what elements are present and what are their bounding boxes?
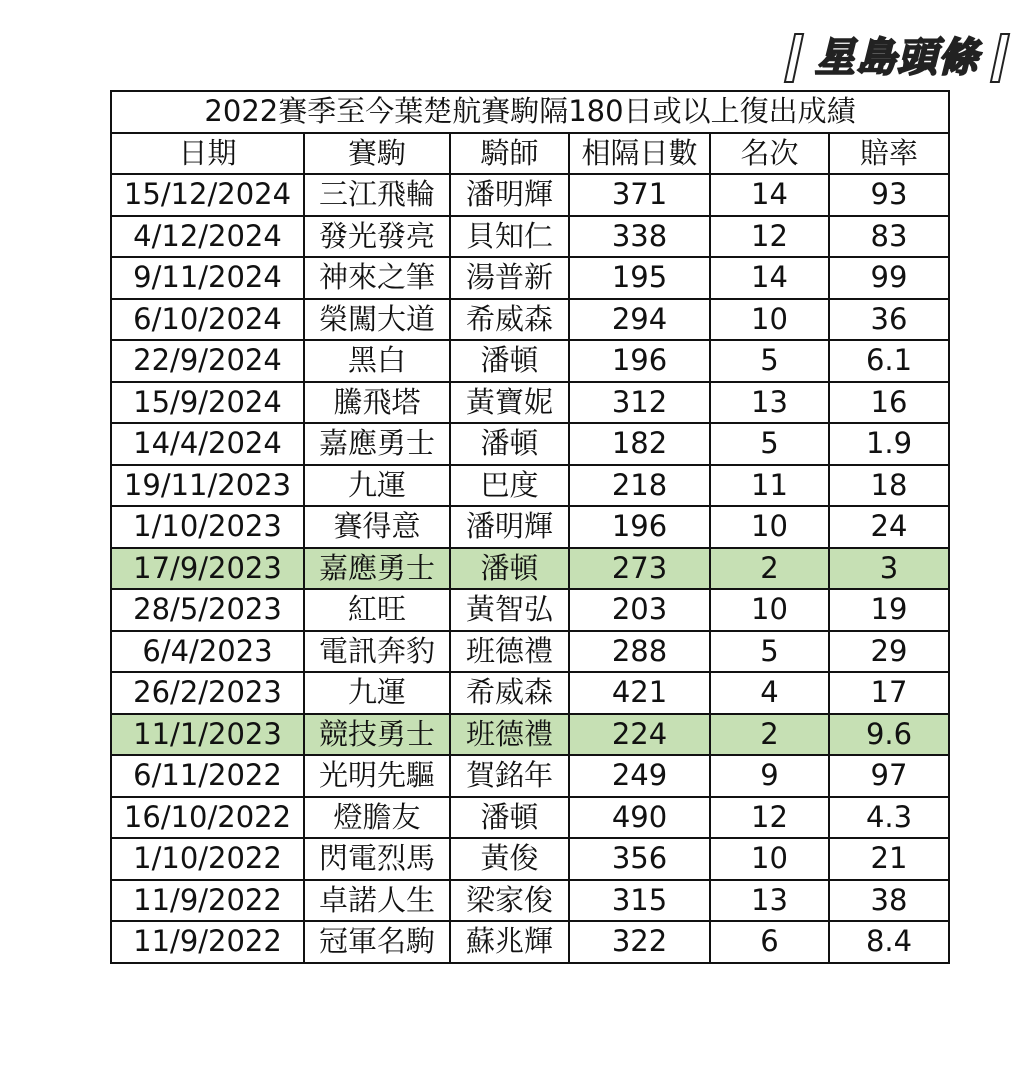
table-row bbox=[111, 589, 949, 631]
cell-date: 11/1/2023 bbox=[111, 714, 304, 756]
cell-days-gap: 421 bbox=[569, 672, 710, 714]
table-row bbox=[111, 838, 949, 880]
table-row bbox=[111, 755, 949, 797]
cell-jockey: 班德禮 bbox=[450, 714, 569, 756]
cell-jockey: 湯普新 bbox=[450, 257, 569, 299]
cell-date: 28/5/2023 bbox=[111, 589, 304, 631]
cell-date: 6/4/2023 bbox=[111, 631, 304, 673]
cell-jockey: 潘頓 bbox=[450, 797, 569, 839]
logo-bar-left bbox=[784, 33, 805, 83]
cell-horse: 九運 bbox=[304, 672, 450, 714]
cell-placing: 10 bbox=[710, 299, 829, 341]
cell-placing: 12 bbox=[710, 797, 829, 839]
cell-days-gap: 294 bbox=[569, 299, 710, 341]
cell-horse: 九運 bbox=[304, 465, 450, 507]
cell-date: 16/10/2022 bbox=[111, 797, 304, 839]
cell-date: 4/12/2024 bbox=[111, 216, 304, 258]
cell-horse: 冠軍名駒 bbox=[304, 921, 450, 963]
cell-odds: 24 bbox=[829, 506, 949, 548]
cell-days-gap: 224 bbox=[569, 714, 710, 756]
cell-days-gap: 371 bbox=[569, 174, 710, 216]
cell-placing: 5 bbox=[710, 631, 829, 673]
cell-date: 11/9/2022 bbox=[111, 921, 304, 963]
cell-horse: 神來之筆 bbox=[304, 257, 450, 299]
table-body bbox=[111, 174, 949, 963]
cell-placing: 12 bbox=[710, 216, 829, 258]
cell-days-gap: 273 bbox=[569, 548, 710, 590]
table-row bbox=[111, 797, 949, 839]
table-header-row bbox=[111, 133, 949, 175]
cell-horse: 紅旺 bbox=[304, 589, 450, 631]
brand-logo bbox=[786, 30, 1008, 86]
cell-jockey: 希威森 bbox=[450, 672, 569, 714]
cell-placing: 5 bbox=[710, 340, 829, 382]
table-row bbox=[111, 216, 949, 258]
cell-placing: 4 bbox=[710, 672, 829, 714]
cell-jockey: 黃智弘 bbox=[450, 589, 569, 631]
cell-odds: 99 bbox=[829, 257, 949, 299]
cell-date: 15/9/2024 bbox=[111, 382, 304, 424]
logo-box bbox=[805, 35, 989, 81]
cell-placing: 13 bbox=[710, 382, 829, 424]
table-row bbox=[111, 423, 949, 465]
cell-odds: 38 bbox=[829, 880, 949, 922]
table-row bbox=[111, 257, 949, 299]
cell-odds: 4.3 bbox=[829, 797, 949, 839]
table-title: 2022賽季至今葉楚航賽駒隔180日或以上復出成績 bbox=[111, 91, 949, 133]
cell-jockey: 潘明輝 bbox=[450, 174, 569, 216]
cell-jockey: 潘頓 bbox=[450, 423, 569, 465]
table-row bbox=[111, 340, 949, 382]
cell-jockey: 梁家俊 bbox=[450, 880, 569, 922]
cell-days-gap: 490 bbox=[569, 797, 710, 839]
cell-jockey: 黃俊 bbox=[450, 838, 569, 880]
cell-date: 1/10/2023 bbox=[111, 506, 304, 548]
cell-odds: 16 bbox=[829, 382, 949, 424]
cell-days-gap: 315 bbox=[569, 880, 710, 922]
table-row bbox=[111, 299, 949, 341]
cell-date: 9/11/2024 bbox=[111, 257, 304, 299]
cell-odds: 6.1 bbox=[829, 340, 949, 382]
table-row bbox=[111, 714, 949, 756]
cell-placing: 10 bbox=[710, 589, 829, 631]
cell-days-gap: 312 bbox=[569, 382, 710, 424]
cell-odds: 83 bbox=[829, 216, 949, 258]
cell-days-gap: 218 bbox=[569, 465, 710, 507]
cell-placing: 5 bbox=[710, 423, 829, 465]
cell-placing: 13 bbox=[710, 880, 829, 922]
cell-placing: 2 bbox=[710, 714, 829, 756]
cell-days-gap: 203 bbox=[569, 589, 710, 631]
cell-horse: 賽得意 bbox=[304, 506, 450, 548]
cell-date: 6/10/2024 bbox=[111, 299, 304, 341]
logo-text: 星島頭條 bbox=[815, 35, 979, 81]
cell-days-gap: 196 bbox=[569, 340, 710, 382]
table-row bbox=[111, 174, 949, 216]
cell-days-gap: 182 bbox=[569, 423, 710, 465]
header-odds: 賠率 bbox=[829, 133, 949, 175]
cell-jockey: 潘頓 bbox=[450, 340, 569, 382]
cell-horse: 黑白 bbox=[304, 340, 450, 382]
cell-odds: 9.6 bbox=[829, 714, 949, 756]
cell-jockey: 貝知仁 bbox=[450, 216, 569, 258]
table-row bbox=[111, 631, 949, 673]
cell-date: 1/10/2022 bbox=[111, 838, 304, 880]
cell-jockey: 巴度 bbox=[450, 465, 569, 507]
cell-horse: 光明先驅 bbox=[304, 755, 450, 797]
header-jockey: 騎師 bbox=[450, 133, 569, 175]
results-table bbox=[110, 90, 950, 964]
cell-odds: 17 bbox=[829, 672, 949, 714]
cell-days-gap: 196 bbox=[569, 506, 710, 548]
header-horse: 賽駒 bbox=[304, 133, 450, 175]
table-title-row bbox=[111, 91, 949, 133]
cell-days-gap: 195 bbox=[569, 257, 710, 299]
cell-horse: 三江飛輪 bbox=[304, 174, 450, 216]
cell-horse: 電訊奔豹 bbox=[304, 631, 450, 673]
cell-jockey: 蘇兆輝 bbox=[450, 921, 569, 963]
cell-placing: 9 bbox=[710, 755, 829, 797]
cell-horse: 嘉應勇士 bbox=[304, 423, 450, 465]
cell-horse: 燈膽友 bbox=[304, 797, 450, 839]
cell-jockey: 班德禮 bbox=[450, 631, 569, 673]
cell-horse: 嘉應勇士 bbox=[304, 548, 450, 590]
cell-odds: 97 bbox=[829, 755, 949, 797]
table-row bbox=[111, 506, 949, 548]
table-row bbox=[111, 465, 949, 507]
cell-jockey: 黃寶妮 bbox=[450, 382, 569, 424]
cell-odds: 19 bbox=[829, 589, 949, 631]
header-date: 日期 bbox=[111, 133, 304, 175]
table-row bbox=[111, 921, 949, 963]
cell-days-gap: 356 bbox=[569, 838, 710, 880]
cell-jockey: 潘頓 bbox=[450, 548, 569, 590]
cell-date: 6/11/2022 bbox=[111, 755, 304, 797]
cell-horse: 閃電烈馬 bbox=[304, 838, 450, 880]
cell-jockey: 希威森 bbox=[450, 299, 569, 341]
cell-placing: 10 bbox=[710, 838, 829, 880]
cell-date: 22/9/2024 bbox=[111, 340, 304, 382]
table-row bbox=[111, 672, 949, 714]
cell-placing: 14 bbox=[710, 174, 829, 216]
cell-horse: 競技勇士 bbox=[304, 714, 450, 756]
logo-bar-right bbox=[990, 33, 1011, 83]
cell-horse: 卓諾人生 bbox=[304, 880, 450, 922]
cell-odds: 29 bbox=[829, 631, 949, 673]
table-row bbox=[111, 548, 949, 590]
table-row bbox=[111, 880, 949, 922]
cell-days-gap: 338 bbox=[569, 216, 710, 258]
cell-odds: 1.9 bbox=[829, 423, 949, 465]
cell-horse: 發光發亮 bbox=[304, 216, 450, 258]
cell-date: 14/4/2024 bbox=[111, 423, 304, 465]
cell-date: 11/9/2022 bbox=[111, 880, 304, 922]
cell-odds: 8.4 bbox=[829, 921, 949, 963]
header-days-gap: 相隔日數 bbox=[569, 133, 710, 175]
cell-days-gap: 288 bbox=[569, 631, 710, 673]
cell-placing: 14 bbox=[710, 257, 829, 299]
cell-date: 15/12/2024 bbox=[111, 174, 304, 216]
cell-horse: 榮闖大道 bbox=[304, 299, 450, 341]
cell-odds: 93 bbox=[829, 174, 949, 216]
cell-placing: 10 bbox=[710, 506, 829, 548]
cell-odds: 3 bbox=[829, 548, 949, 590]
cell-odds: 36 bbox=[829, 299, 949, 341]
cell-date: 19/11/2023 bbox=[111, 465, 304, 507]
header-placing: 名次 bbox=[710, 133, 829, 175]
cell-odds: 21 bbox=[829, 838, 949, 880]
cell-placing: 11 bbox=[710, 465, 829, 507]
cell-date: 17/9/2023 bbox=[111, 548, 304, 590]
cell-jockey: 潘明輝 bbox=[450, 506, 569, 548]
table-row bbox=[111, 382, 949, 424]
cell-days-gap: 322 bbox=[569, 921, 710, 963]
cell-placing: 2 bbox=[710, 548, 829, 590]
cell-odds: 18 bbox=[829, 465, 949, 507]
cell-horse: 騰飛塔 bbox=[304, 382, 450, 424]
cell-date: 26/2/2023 bbox=[111, 672, 304, 714]
cell-placing: 6 bbox=[710, 921, 829, 963]
cell-days-gap: 249 bbox=[569, 755, 710, 797]
cell-jockey: 賀銘年 bbox=[450, 755, 569, 797]
